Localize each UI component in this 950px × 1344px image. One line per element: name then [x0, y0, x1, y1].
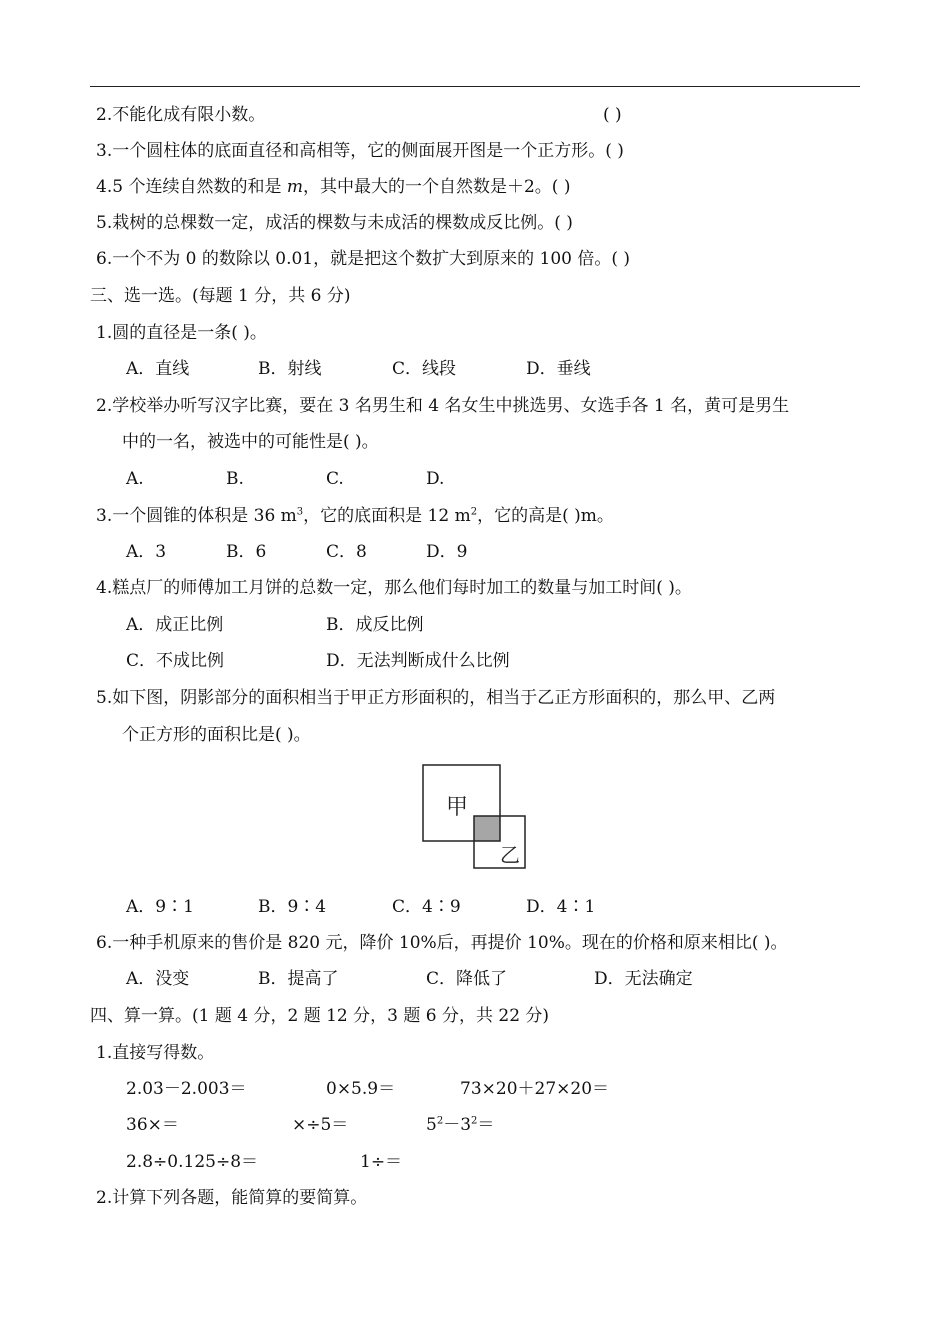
- choice-q3-option-b[interactable]: B．6: [226, 542, 267, 562]
- calc-q1-item-3: 73×20＋27×20＝: [460, 1079, 610, 1099]
- choice-q4-option-d[interactable]: D．无法判断成什么比例: [326, 651, 510, 671]
- choice-q6-option-b[interactable]: B．提高了: [258, 969, 339, 989]
- judge-q4: [96, 176, 570, 198]
- choice-q2-option-c[interactable]: C.: [326, 469, 344, 489]
- choice-q2-stem-line2: 中的一名，被选中的可能性是( )。: [122, 432, 379, 452]
- calc-q1-item-4: 36×＝: [126, 1115, 179, 1135]
- choice-q2-option-d[interactable]: D.: [426, 469, 445, 489]
- judge-q3: 3.一个圆柱体的底面直径和高相等，它的侧面展开图是一个正方形。( ): [96, 141, 624, 161]
- choice-q3-option-d[interactable]: D．9: [426, 542, 468, 562]
- choice-q5-option-a[interactable]: A．9∶1: [126, 897, 194, 917]
- calc-q1-item-8: 1÷＝: [360, 1152, 403, 1172]
- choice-q6-option-d[interactable]: D．无法确定: [594, 969, 693, 989]
- choice-q3-option-a[interactable]: A．3: [126, 542, 167, 562]
- choice-q5-stem-line1: 5.如下图，阴影部分的面积相当于甲正方形面积的，相当于乙正方形面积的，那么甲、乙两: [96, 688, 776, 708]
- choice-q3-sup-cubic: 3: [296, 506, 304, 518]
- choice-q2-stem-line1: 2.学校举办听写汉字比赛，要在 3 名男生和 4 名女生中挑选男、女选手各 1 名，黄可是男生: [96, 396, 790, 416]
- judge-q5: 5.栽树的总棵数一定，成活的棵数与未成活的棵数成反比例。( ): [96, 213, 573, 233]
- header-rule: [90, 86, 860, 87]
- label-yi: 乙: [500, 843, 520, 867]
- choice-q4-option-c[interactable]: C．不成比例: [126, 651, 225, 671]
- judge-q2: 2.不能化成有限小数。: [96, 105, 266, 125]
- calc-q1-item-6-base1: 5: [426, 1115, 437, 1135]
- choice-q5-option-d[interactable]: D．4∶1: [526, 897, 596, 917]
- choice-q1-option-b[interactable]: B．射线: [258, 359, 322, 379]
- calc-q1-item-1: 2.03－2.003＝: [126, 1079, 247, 1099]
- choice-q3-sup-square: 2: [470, 506, 478, 518]
- choice-q6-stem: 6.一种手机原来的售价是 820 元，降价 10%后，再提价 10%。现在的价格和原来相比( )。: [96, 933, 788, 953]
- choice-q4-option-a[interactable]: A．成正比例: [126, 615, 224, 635]
- judge-q6: 6.一个不为 0 的数除以 0.01，就是把这个数扩大到原来的 100 倍。( ): [96, 249, 631, 269]
- squares-figure-svg: [420, 762, 530, 872]
- calc-q1-item-6-exp2: 2: [471, 1115, 478, 1127]
- choice-q3-option-c[interactable]: C．8: [326, 542, 367, 562]
- choice-q4-stem: 4.糕点厂的师傅加工月饼的总数一定，那么他们每时加工的数量与加工时间( )。: [96, 578, 692, 598]
- calc-q1-item-6-exp1: 2: [436, 1115, 444, 1127]
- judge-q2-answer-paren[interactable]: ( ): [603, 105, 622, 125]
- calc-q1-item-5: ×÷5＝: [292, 1115, 349, 1135]
- choice-q2-option-b[interactable]: B.: [226, 469, 244, 489]
- choice-q1-option-d[interactable]: D．垂线: [526, 359, 591, 379]
- choice-q6-option-c[interactable]: C．降低了: [426, 969, 508, 989]
- choice-q4-option-b[interactable]: B．成反比例: [326, 615, 424, 635]
- choice-q3-stem-c: ，它的高是( )m。: [477, 506, 614, 526]
- section3-heading: 三、选一选。(每题 1 分，共 6 分): [90, 286, 351, 306]
- overlap-shaded-region: [474, 816, 500, 841]
- choice-q5-option-c[interactable]: C．4∶9: [392, 897, 461, 917]
- choice-q3-stem: [96, 505, 614, 527]
- choice-q1-option-a[interactable]: A．直线: [126, 359, 190, 379]
- calc-q1-item-6-mid: －3: [443, 1115, 472, 1135]
- choice-q6-option-a[interactable]: A．没变: [126, 969, 190, 989]
- calc-q1-item-6-end: ＝: [477, 1115, 495, 1135]
- judge-q4-text-a: 4.5 个连续自然数的和是: [96, 177, 287, 197]
- judge-q4-variable: m: [286, 177, 303, 197]
- choice-q5-stem-line2: 个正方形的面积比是( )。: [122, 725, 311, 745]
- calc-q2-stem: 2.计算下列各题，能简算的要简算。: [96, 1188, 368, 1208]
- choice-q3-stem-b: ，它的底面积是 12 m: [303, 506, 471, 526]
- judge-q4-text-b: ，其中最大的一个自然数是＋2。( ): [302, 177, 571, 197]
- choice-q5-option-b[interactable]: B．9∶4: [258, 897, 327, 917]
- squares-figure: [420, 762, 530, 872]
- choice-q1-option-c[interactable]: C．线段: [392, 359, 457, 379]
- calc-q1-stem: 1.直接写得数。: [96, 1043, 215, 1063]
- calc-q1-item-6: [426, 1114, 494, 1136]
- choice-q3-stem-a: 3.一个圆锥的体积是 36 m: [96, 506, 297, 526]
- choice-q1-stem: 1.圆的直径是一条( )。: [96, 323, 267, 343]
- label-jia: 甲: [446, 795, 469, 820]
- calc-q1-item-7: 2.8÷0.125÷8＝: [126, 1152, 259, 1172]
- section4-heading: 四、算一算。(1 题 4 分，2 题 12 分，3 题 6 分，共 22 分): [90, 1006, 550, 1026]
- choice-q2-option-a[interactable]: A.: [126, 469, 144, 489]
- calc-q1-item-2: 0×5.9＝: [326, 1079, 396, 1099]
